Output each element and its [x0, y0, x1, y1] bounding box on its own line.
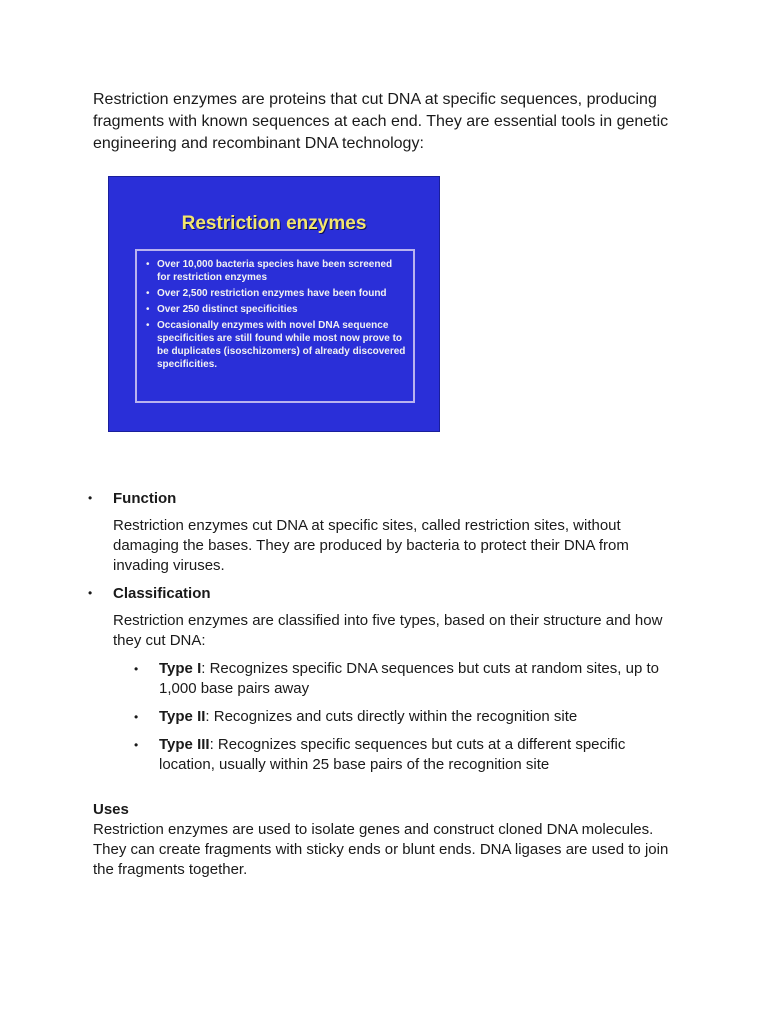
slide-bullet: • Over 250 distinct specificities — [145, 303, 407, 316]
type-label: Type II — [159, 708, 206, 725]
classification-heading: Classification — [113, 585, 211, 602]
slide-bullet: • Over 10,000 bacteria species have been screened for restriction enzymes — [145, 258, 407, 284]
uses-section — [93, 800, 683, 880]
uses-body: Restriction enzymes are used to isolate genes and construct cloned DNA molecules. They can create fragments with sticky ends or blunt ends. DNA ligases are used to join the fragments together. — [93, 821, 669, 878]
type-text: : Recognizes and cuts directly within the recognition site — [205, 708, 578, 725]
classification-body: Restriction enzymes are classified into five types, based on their structure and how they cut DNA: — [113, 612, 663, 649]
type-text: : Recognizes specific sequences but cuts at a different specific location, usually within 25 base pairs of the recognition site — [159, 736, 626, 773]
bullet-dot-icon: • — [88, 586, 93, 600]
bullet-dot-icon: • — [134, 738, 139, 752]
type-label: Type I — [159, 660, 202, 677]
function-section — [88, 489, 673, 576]
bullet-dot-icon: • — [134, 710, 139, 724]
type-item — [113, 735, 674, 775]
slide-title: Restriction enzymes — [181, 213, 367, 234]
type-item — [113, 659, 674, 699]
classification-list-item — [88, 584, 674, 775]
function-body: Restriction enzymes cut DNA at specific sites, called restriction sites, without damaging the bases. They are produced by bacteria to protect their DNA from invading viruses. — [113, 517, 629, 574]
slide-bullet: • Occasionally enzymes with novel DNA sequence specificities are still found while most now prove to be duplicates (isoschizomers) of already discovered specificities. — [145, 319, 407, 371]
slide-bullet-list — [137, 251, 413, 371]
bullet-dot-icon: • — [88, 491, 93, 505]
uses-heading: Uses — [93, 801, 129, 818]
type-list — [113, 659, 674, 775]
function-heading: Function — [113, 490, 177, 507]
function-list-item — [88, 489, 673, 576]
type-text: : Recognizes specific DNA sequences but cuts at random sites, up to 1,000 base pairs away — [159, 660, 659, 697]
slide-bullet: • Over 2,500 restriction enzymes have been found — [145, 287, 407, 300]
type-label: Type III — [159, 736, 210, 753]
restriction-enzymes-slide-image — [108, 176, 440, 432]
slide-bullet-box — [135, 249, 415, 403]
classification-section — [88, 584, 674, 783]
bullet-dot-icon: • — [134, 662, 139, 676]
intro-paragraph: Restriction enzymes are proteins that cut DNA at specific sequences, producing fragments with known sequences at each end. They are essential tools in genetic engineering and recombinant DNA technology: — [93, 91, 669, 152]
type-item — [113, 707, 674, 727]
